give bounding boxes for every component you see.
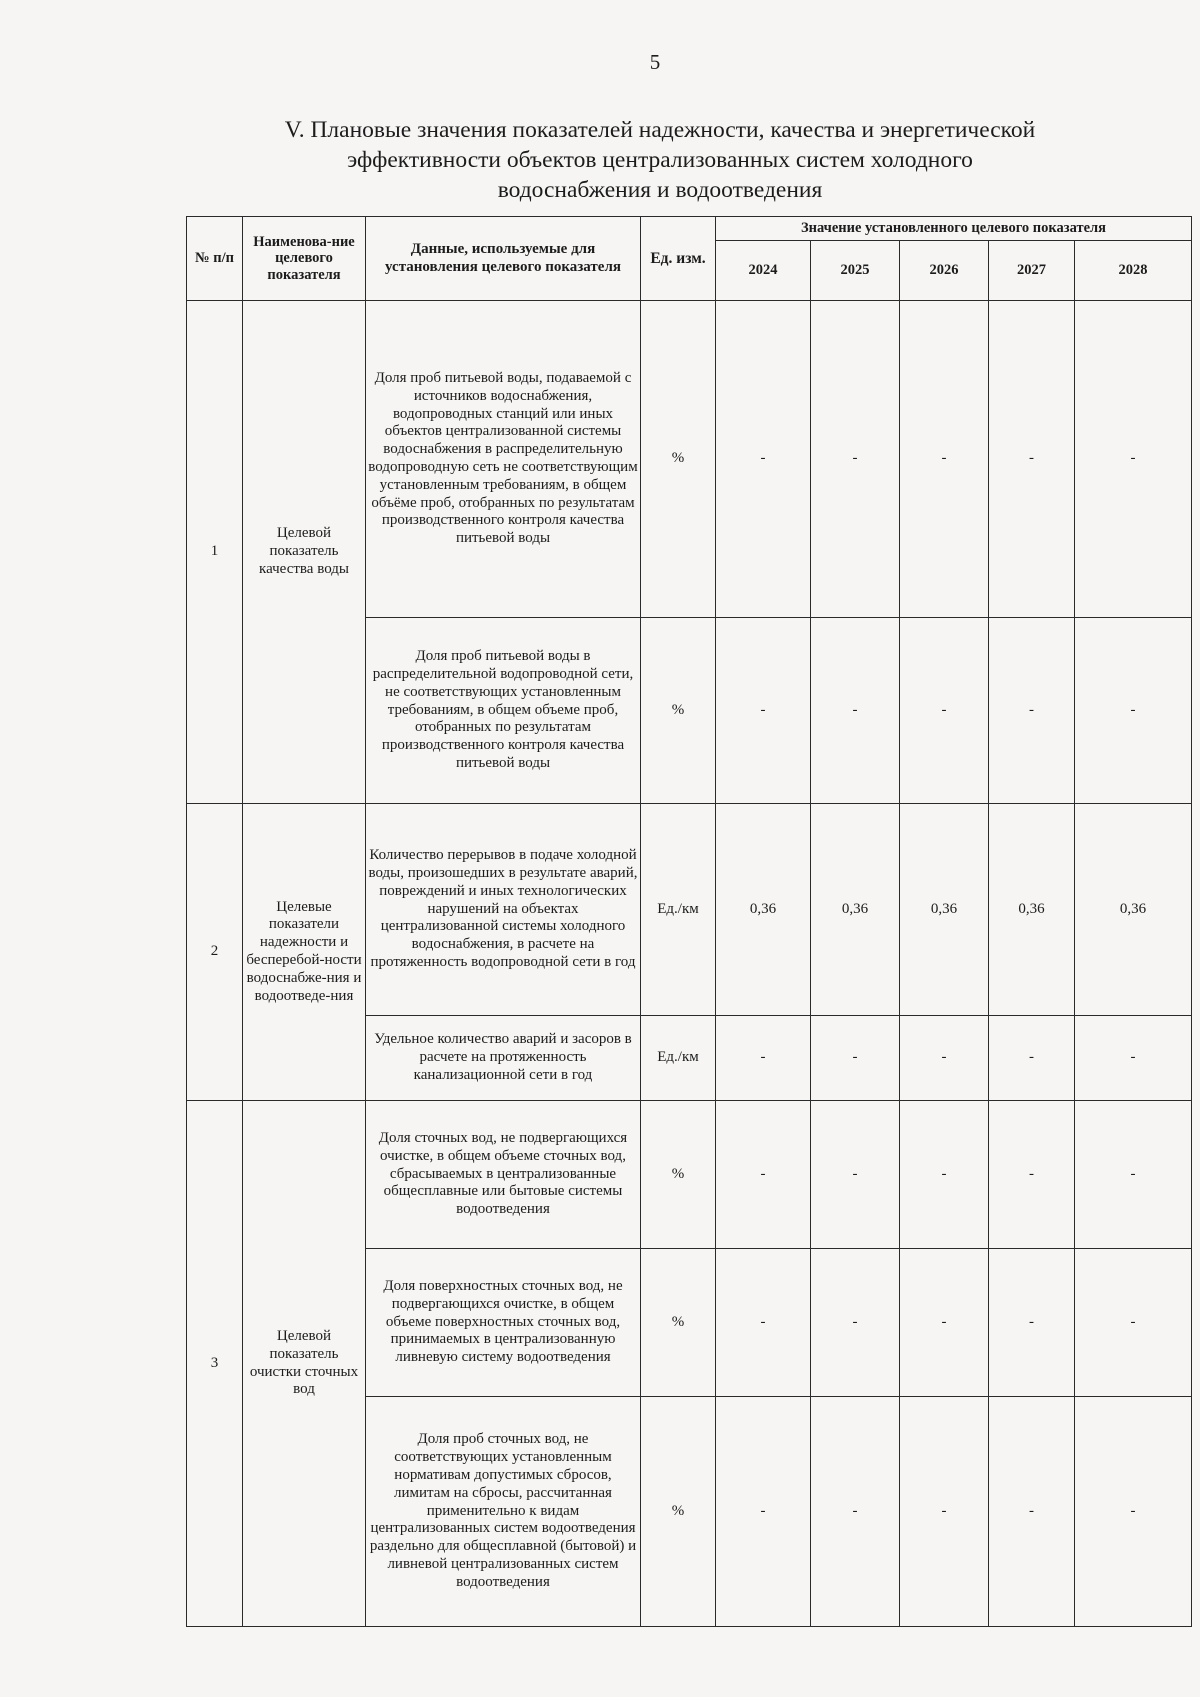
indicator-name: Целевые показатели надежности и бесперебой-ности водоснабже-ния и водоотведе-ния: [243, 804, 366, 1101]
header-name: Наименова-ние целевого показателя: [243, 217, 366, 301]
value-cell: -: [989, 301, 1075, 618]
value-cell: -: [989, 1101, 1075, 1249]
value-cell: -: [900, 618, 989, 804]
header-unit: Ед. изм.: [641, 217, 716, 301]
value-cell: -: [811, 618, 900, 804]
header-num: № п/п: [187, 217, 243, 301]
value-cell: -: [900, 301, 989, 618]
header-values-group: Значение установленного целевого показателя: [716, 217, 1192, 241]
title-line: эффективности объектов централизованных систем холодного: [347, 147, 973, 173]
section-title: [230, 115, 1090, 205]
value-cell: -: [716, 1397, 811, 1627]
unit-cell: %: [641, 1249, 716, 1397]
value-cell: 0,36: [1075, 804, 1192, 1016]
indicator-data: Доля сточных вод, не подвергающихся очистке, в общем объеме сточных вод, сбрасываемых в централизованные общесплавные или бытовые системы водоотведения: [366, 1101, 641, 1249]
value-cell: -: [989, 1249, 1075, 1397]
value-cell: -: [811, 1016, 900, 1101]
value-cell: 0,36: [989, 804, 1075, 1016]
unit-cell: Ед./км: [641, 804, 716, 1016]
value-cell: -: [1075, 1249, 1192, 1397]
row-number: 2: [187, 804, 243, 1101]
header-year: 2024: [716, 241, 811, 301]
indicator-name: Целевой показатель очистки сточных вод: [243, 1101, 366, 1627]
value-cell: -: [1075, 1016, 1192, 1101]
indicator-data: Количество перерывов в подаче холодной воды, произошедших в результате аварий, повреждений и иных технологических нарушений на объектах централизованной системы холодного водоснабжения, в расчете на протяженность водопроводной сети в год: [366, 804, 641, 1016]
value-cell: -: [811, 1397, 900, 1627]
value-cell: -: [811, 1101, 900, 1249]
value-cell: -: [1075, 1397, 1192, 1627]
indicator-data: Доля проб сточных вод, не соответствующих установленным нормативам допустимых сбросов, лимитам на сбросы, рассчитанная применительно к видам централизованных систем водоотведения раздельно для общесплавной (бытовой) и ливневой централизованных систем водоотведения: [366, 1397, 641, 1627]
value-cell: -: [716, 618, 811, 804]
title-line: V. Плановые значения показателей надежности, качества и энергетической: [284, 117, 1036, 143]
indicators-table: [186, 216, 1192, 1627]
indicator-data: Удельное количество аварий и засоров в расчете на протяженность канализационной сети в год: [366, 1016, 641, 1101]
value-cell: -: [989, 1016, 1075, 1101]
value-cell: -: [716, 1249, 811, 1397]
header-year: 2027: [989, 241, 1075, 301]
value-cell: 0,36: [900, 804, 989, 1016]
value-cell: -: [811, 1249, 900, 1397]
indicator-data: Доля проб питьевой воды в распределительной водопроводной сети, не соответствующих установленным требованиям, в общем объеме проб, отобранных по результатам производственного контроля качества питьевой воды: [366, 618, 641, 804]
table-row: [187, 301, 1192, 618]
value-cell: 0,36: [811, 804, 900, 1016]
indicator-data: Доля поверхностных сточных вод, не подвергающихся очистке, в общем объеме поверхностных сточных вод, принимаемых в централизованную ливневую систему водоотведения: [366, 1249, 641, 1397]
header-year: 2028: [1075, 241, 1192, 301]
table-row: [187, 804, 1192, 1016]
value-cell: -: [900, 1016, 989, 1101]
row-number: 3: [187, 1101, 243, 1627]
value-cell: -: [716, 1101, 811, 1249]
value-cell: -: [1075, 618, 1192, 804]
header-data: Данные, используемые для установления целевого показателя: [366, 217, 641, 301]
value-cell: -: [811, 301, 900, 618]
row-number: 1: [187, 301, 243, 804]
value-cell: -: [1075, 1101, 1192, 1249]
unit-cell: %: [641, 301, 716, 618]
title-line: водоснабжения и водоотведения: [497, 177, 823, 203]
indicator-data: Доля проб питьевой воды, подаваемой с источников водоснабжения, водопроводных станций или иных объектов централизованной системы водоснабжения в распределительную водопроводную сеть не соответствующим установленным требованиям, в общем объёме проб, отобранных по результатам производственного контроля качества питьевой воды: [366, 301, 641, 618]
unit-cell: %: [641, 618, 716, 804]
unit-cell: %: [641, 1397, 716, 1627]
value-cell: -: [989, 1397, 1075, 1627]
value-cell: -: [900, 1397, 989, 1627]
table-row: [187, 1101, 1192, 1249]
page-number: 5: [649, 50, 661, 74]
unit-cell: %: [641, 1101, 716, 1249]
value-cell: 0,36: [716, 804, 811, 1016]
value-cell: -: [1075, 301, 1192, 618]
value-cell: -: [989, 618, 1075, 804]
indicator-name: Целевой показатель качества воды: [243, 301, 366, 804]
value-cell: -: [716, 301, 811, 618]
value-cell: -: [716, 1016, 811, 1101]
value-cell: -: [900, 1249, 989, 1397]
header-year: 2026: [900, 241, 989, 301]
unit-cell: Ед./км: [641, 1016, 716, 1101]
header-year: 2025: [811, 241, 900, 301]
value-cell: -: [900, 1101, 989, 1249]
